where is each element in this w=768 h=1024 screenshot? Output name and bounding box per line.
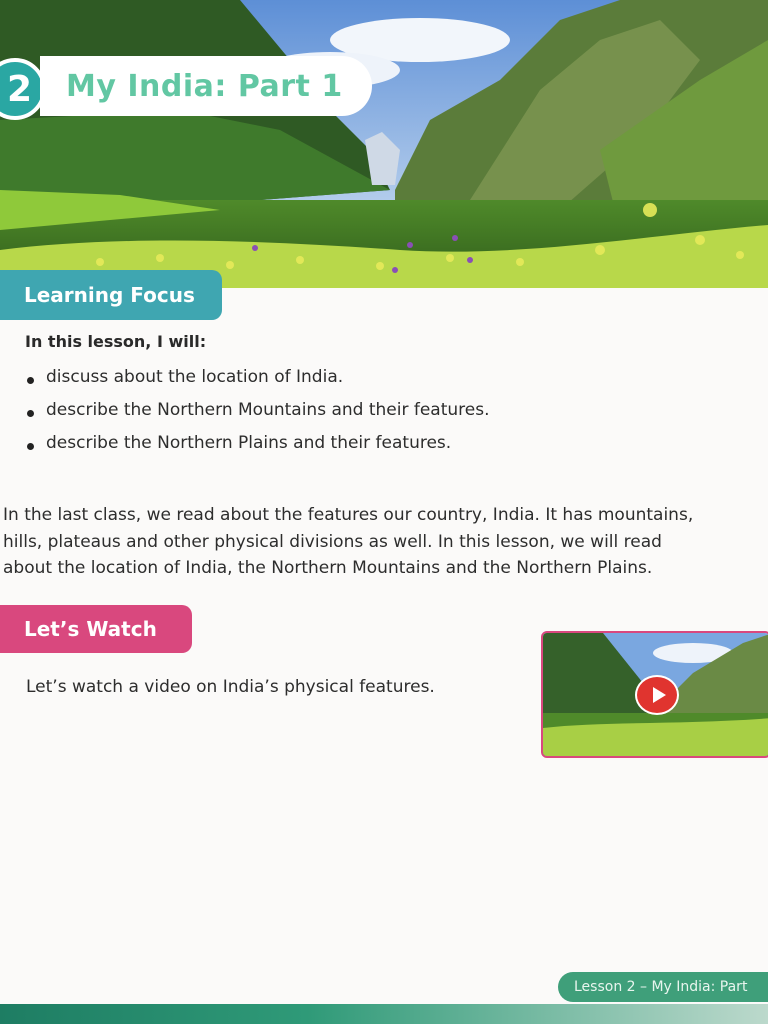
list-item-text: describe the Northern Plains and their features. (46, 433, 452, 453)
learning-focus-intro: In this lesson, I will: (25, 332, 207, 351)
list-item (24, 396, 490, 429)
bullet-icon (27, 377, 34, 384)
play-button[interactable] (635, 675, 679, 715)
chapter-number: 2 (6, 68, 32, 110)
hero-mountain-image (0, 0, 768, 288)
lets-watch-label: Let’s Watch (24, 617, 157, 641)
lets-watch-tab (0, 605, 192, 653)
chapter-title: My India: Part 1 (66, 68, 343, 104)
footer-lesson-label: Lesson 2 – My India: Part (574, 979, 748, 995)
bullet-icon (27, 410, 34, 417)
intro-paragraph-line: about the location of India, the Northern Mountains and the Northern Plains. (3, 558, 653, 578)
bottom-decorative-strip (0, 1004, 768, 1024)
lets-watch-text: Let’s watch a video on India’s physical features. (26, 677, 435, 697)
list-item (24, 363, 490, 396)
list-item-text: describe the Northern Mountains and their features. (46, 400, 490, 420)
video-thumbnail[interactable] (541, 631, 768, 758)
play-icon (653, 687, 666, 703)
chapter-title-banner (40, 56, 372, 116)
footer-lesson-tab (558, 972, 768, 1002)
learning-focus-label: Learning Focus (24, 283, 195, 307)
learning-focus-tab (0, 270, 222, 320)
intro-paragraph (3, 502, 763, 582)
bullet-icon (27, 443, 34, 450)
list-item (24, 429, 490, 462)
list-item-text: discuss about the location of India. (46, 367, 344, 387)
intro-paragraph-line: In the last class, we read about the features our country, India. It has mountains, (3, 505, 694, 525)
learning-focus-list (24, 363, 490, 462)
intro-paragraph-line: hills, plateaus and other physical divisions as well. In this lesson, we will read (3, 531, 662, 552)
